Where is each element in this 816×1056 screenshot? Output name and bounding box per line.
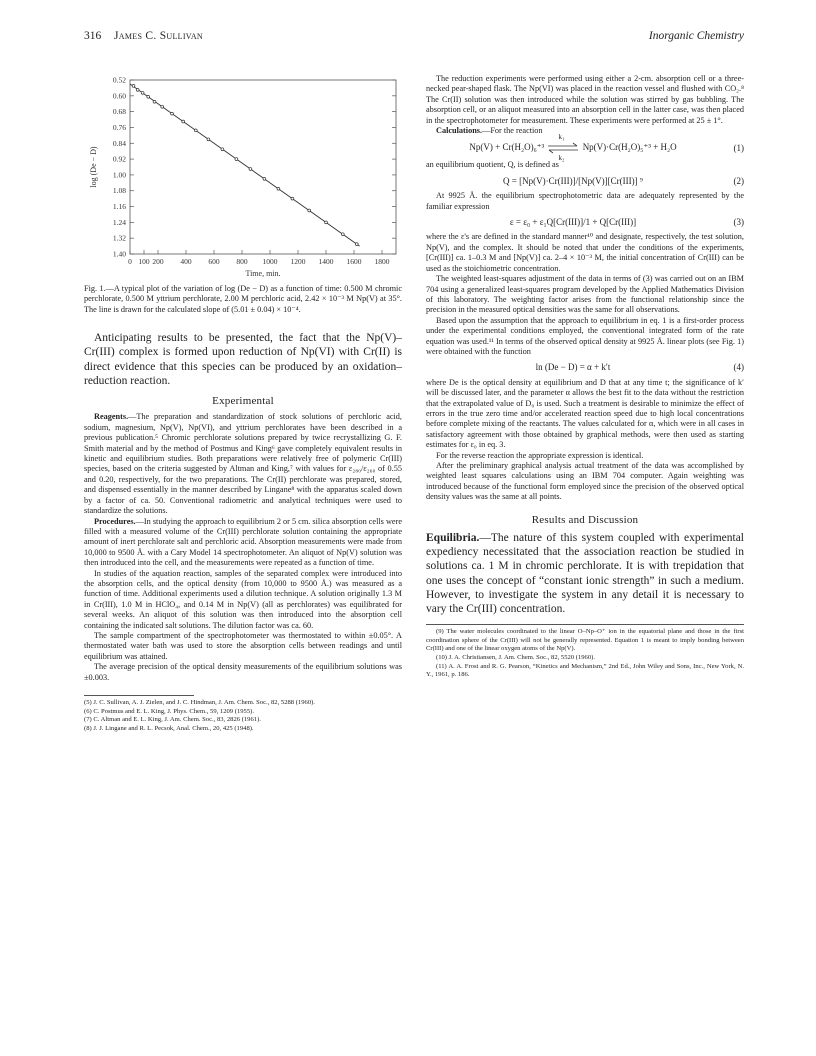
data-point (132, 85, 135, 88)
y-tick-label: 0.92 (112, 154, 126, 164)
page-number: 316 (84, 30, 102, 42)
journal-name: Inorganic Chemistry (648, 30, 744, 42)
y-tick-label: 1.16 (112, 202, 126, 212)
reagents-text: —The preparation and standardization of stock solutions of perchloric acid, sodium, magnesium, Np(V), Np(VI), and yttrium perchlorates have been described in a previous publication.⁵ Chromic perchlorate solutions prepared by twice recrystallizing G. F. Smith material and by the method of Postmus and King⁶ gave completely equivalent results in kinetic and equilibrium studies. Both preparations were relatively free of polymeric Cr(III) species, based on the criteria suggested by Altman and King,⁷ with values for ε₂₈₀/ε₂₆₀ of 0.55 and 0.20, respectively, for the two preparations. The Cr(II) perchlorate was prepared, stored, and dispensed essentially in the manner described by Lingane⁸ with the apparatus scaled down by a factor of ca. 50. Conventional radiometric and analytical techniques were used to standardize the solutions. (84, 412, 402, 516)
equation-4-body: ln (De − D) = α + k′t (535, 362, 611, 373)
reagents-label: Reagents. (94, 412, 129, 422)
data-point (141, 91, 144, 94)
y-tick-label: 1.00 (112, 170, 126, 180)
equilibria-paragraph (426, 531, 744, 616)
x-tick-label: 100 (138, 257, 150, 266)
thermostat-paragraph: The sample compartment of the spectrophotometer was thermostated to within ±0.05°. A thermostated water bath was used to store the absorption cells between readings and until equilibrium was attained. (84, 630, 402, 661)
equation-1-number: (1) (733, 143, 744, 154)
x-tick-label: 1400 (318, 257, 334, 266)
x-tick-label: 400 (180, 257, 192, 266)
x-tick-label: 1200 (290, 257, 306, 266)
x-tick-label: 600 (208, 257, 220, 266)
y-tick-label: 0.52 (112, 75, 126, 85)
paragraph-9925: At 9925 Å. the equilibrium spectrophotometric data are adequately represented by the familiar expression (426, 191, 744, 211)
precision-paragraph: The average precision of the optical density measurements of the equilibrium solutions was ±0.003. (84, 662, 402, 682)
x-axis-label: Time, min. (245, 269, 281, 278)
equation-1-right: Np(V)·Cr(H₂O)₅⁺³ + H₂O (582, 142, 677, 153)
footnote: (11) A. A. Frost and R. G. Pearson, “Kinetics and Mechanism,” 2nd Ed., John Wiley and Sons, Inc., New York, N. Y., 1961, p. 186. (426, 662, 744, 679)
y-tick-label: 1.24 (112, 217, 126, 227)
reduction-paragraph: The reduction experiments were performed using either a 2-cm. absorption cell or a three-necked pear-shaped flask. The Np(VI) was placed in the reaction vessel and flushed with CO₂.⁸ The Cr(II) solution was then introduced while the solution was stirred by gas bubbling. The absorption cell, or an aliquot measured into an absorption cell in the latter case, was then placed in the spectrophotometer for measurement. These experiments were performed at 25 ± 1°. (426, 74, 744, 125)
equation-3 (426, 217, 744, 227)
aquation-paragraph: In studies of the aquation reaction, samples of the separated complex were introduced into the absorption cells, and the optical density (from 10,000 to 9500 Å.) was measured as a function of time. Additional experiments used a dilution technique. A solution originally 1.3 M in Cr(III), 1.0 M in HClO₄, and 0.14 M in Np(V) (all as perchlorates) was equilibrated for several weeks. An aliquot of this solution was then introduced into the absorption cell containing the indicated salt solutions. The dilution factor was ca. 60. (84, 568, 402, 630)
equation-4-number: (4) (733, 362, 744, 373)
right-column (426, 74, 744, 680)
first-order-paragraph: Based upon the assumption that the approach to equilibrium in eq. 1 is a first-order process under the experimental conditions employed, the conventional integrated form of the rate equation was used.¹¹ In terms of the observed optical density at 9925 Å. linear plots (see Fig. 1) were obtained with the function (426, 315, 744, 356)
x-tick-label: 0 (128, 257, 132, 266)
data-point (136, 88, 139, 91)
calculations-text: —For the reaction (482, 126, 543, 136)
y-tick-label: 0.76 (112, 122, 126, 132)
equation-1-left: Np(V) + Cr(H₂O)₆⁺³ (469, 142, 545, 153)
figure-1-chart (84, 74, 402, 280)
y-axis-label: log (De − D) (89, 146, 98, 188)
rate-constant-k1: k₁ (558, 133, 565, 142)
x-tick-label: 1000 (262, 257, 278, 266)
section-heading-experimental: Experimental (212, 395, 274, 408)
y-tick-label: 0.68 (112, 107, 126, 117)
intro-paragraph: Anticipating results to be presented, the fact that the Np(V)–Cr(III) complex is formed upon reduction of Np(VI) with Cr(II) is direct evidence that this species can be produced by an oxidation–reduction reaction. (84, 332, 402, 387)
after-paragraph: After the preliminary graphical analysis actual treatment of the data was accomplished by weighted least squares calculations using an IBM 704 computer. Again weighting was introduced because of the functional form employed since the precision of the observed optical density values was the same at all points. (426, 461, 744, 502)
running-author: James C. Sullivan (114, 30, 204, 42)
data-point (277, 187, 280, 190)
footnote-rule (84, 695, 194, 696)
data-point (235, 158, 238, 161)
data-point (182, 120, 185, 123)
epsilon-paragraph: where the ε's are defined in the standard manner¹⁰ and designate, respectively, the test solution, Np(V), and the complex. It should be noted that under the conditions of the experiments, [Cr(III)] ca. 1–0.3 M and [Np(V)] ca. 2–4 × 10⁻³ M, the initial concentration of Cr(III) can be used as the stoichiometric concentration. (426, 232, 744, 273)
footnote-rule (426, 624, 744, 625)
data-point (171, 112, 174, 115)
x-tick-label: 800 (236, 257, 248, 266)
plot-frame (130, 80, 396, 254)
x-tick-label: 1600 (346, 257, 362, 266)
y-tick-label: 1.08 (112, 186, 126, 196)
y-tick-label: 1.40 (112, 249, 126, 259)
section-heading-results: Results and Discussion (531, 513, 639, 526)
reverse-paragraph: For the reverse reaction the appropriate expression is identical. (436, 450, 644, 460)
x-tick-label: 200 (152, 257, 164, 266)
data-point (325, 221, 328, 224)
calculations-paragraph (426, 126, 744, 136)
procedures-label: Procedures. (94, 516, 136, 526)
footnote: (8) J. J. Lingane and R. L. Pecsok, Anal. Chem., 20, 425 (1948). (84, 724, 254, 732)
data-point (194, 129, 197, 132)
data-point (161, 105, 164, 108)
data-point (308, 209, 311, 212)
data-point (355, 243, 358, 246)
data-point (153, 100, 156, 103)
calculations-label: Calculations. (436, 126, 483, 136)
data-point (249, 168, 252, 171)
footnote: (9) The water molecules coordinated to the linear O–Np–O⁺ ion in the equatorial plane and those in the first coordination sphere of the Cr(III) will not be generally represented. Equation 1 is meant to imply bonding between Cr(III) and one of the linear oxygen atoms of the Np(V). (426, 628, 744, 653)
y-tick-label: 1.32 (112, 233, 126, 243)
equation-3-number: (3) (733, 217, 744, 228)
y-tick-label: 0.84 (112, 138, 126, 148)
data-point (147, 95, 150, 98)
rate-constant-k2: k₂ (558, 154, 565, 163)
equilibrium-arrow (546, 133, 580, 163)
reagents-paragraph (84, 412, 402, 516)
footnote: (6) C. Postmus and E. L. King, J. Phys. Chem., 59, 1209 (1955). (84, 707, 254, 715)
y-tick-label: 0.60 (112, 91, 126, 101)
left-column (84, 74, 402, 733)
equilibria-label: Equilibria. (426, 532, 480, 545)
equation-1-body (426, 133, 720, 163)
figure-1-caption: Fig. 1.—A typical plot of the variation of log (De − D) as a function of time: 0.500 M chromic perchlorate, 0.500 M yttrium perchlorate, 2.00 M perchloric acid, 2.42 × 10⁻³ M Np(V) at 35°. The line is drawn for the calculated slope of (5.01 ± 0.04) × 10⁻⁴. (84, 284, 402, 314)
equation-3-body: ε = ε₀ + ε₁Q[Cr(III)]/1 + Q[Cr(III)] (509, 217, 637, 228)
figure-1-plot (84, 74, 402, 280)
equilibria-text: —The nature of this system coupled with experimental expediency necessitated that the association reaction be studied in solutions ca. 1 M in chromic perchlorate. It is with trepidation that one uses the concept of “constant ionic strength” in such a medium. However, to investigate the system in any detail it is necessary to vary the Cr(III) concentration. (426, 532, 744, 616)
running-header (84, 30, 744, 46)
data-point (221, 148, 224, 151)
procedures-paragraph (84, 517, 402, 569)
data-point (263, 177, 266, 180)
data-point (207, 138, 210, 141)
quotient-paragraph: an equilibrium quotient, Q, is defined as (426, 160, 559, 170)
footnote: (5) J. C. Sullivan, A. J. Zielen, and J. C. Hindman, J. Am. Chem. Soc., 82, 5288 (1960). (84, 699, 315, 706)
least-squares-paragraph: The weighted least-squares adjustment of the data in terms of (3) was carried out on an IBM 704 using a generalized least-squares program developed by the Applied Mathematics Division of this laboratory. The weighting factor arises from the functional relationship since the precision in the measured optical densities was the same for all observations. (426, 274, 744, 315)
data-point (341, 233, 344, 236)
procedures-text: —In studying the approach to equilibrium 2 or 5 cm. silica absorption cells were filled with a measured volume of the Cr(III) perchlorate solution containing the appropriate amount of inert perchlorate salt and perchloric acid. Absorption measurements were made from 10,000 to 9500 Å. with a Cary Model 14 spectrophotometer. An aliquot of Np(V) solution was then introduced into the cell, and the measurements were repeated as a function of time. (84, 516, 402, 568)
data-point (291, 197, 294, 200)
footnote: (10) J. A. Christiansen, J. Am. Chem. Soc., 82, 5520 (1960). (436, 654, 595, 662)
equation-2-body: Q = [Np(V)·Cr(III)]/[Np(V)][Cr(III)] ⁹ (503, 175, 643, 186)
equation-1 (426, 133, 744, 163)
where-paragraph: where De is the optical density at equilibrium and D that at any time t; the significance of k′ will be discussed later, and the parameter α allows the best fit to the data without the restriction that the extrapolated value of D₀ is used. Such a treatment is desirable to minimize the effect of errors in the true zero time and/or accelerated reaction speed due to high local concentrations before complete mixing of the reactants. The values calculated for α, which were in all cases in satisfactory agreement with those obtained by graphical methods, were then used as starting estimates for ε₀ in eq. 3. (426, 377, 744, 450)
equation-2-number: (2) (733, 175, 744, 186)
footnote: (7) C. Altman and E. L. King, J. Am. Chem. Soc., 83, 2826 (1961). (84, 716, 261, 724)
equation-4 (426, 362, 744, 372)
x-tick-label: 1800 (374, 257, 390, 266)
equation-2 (426, 176, 744, 186)
